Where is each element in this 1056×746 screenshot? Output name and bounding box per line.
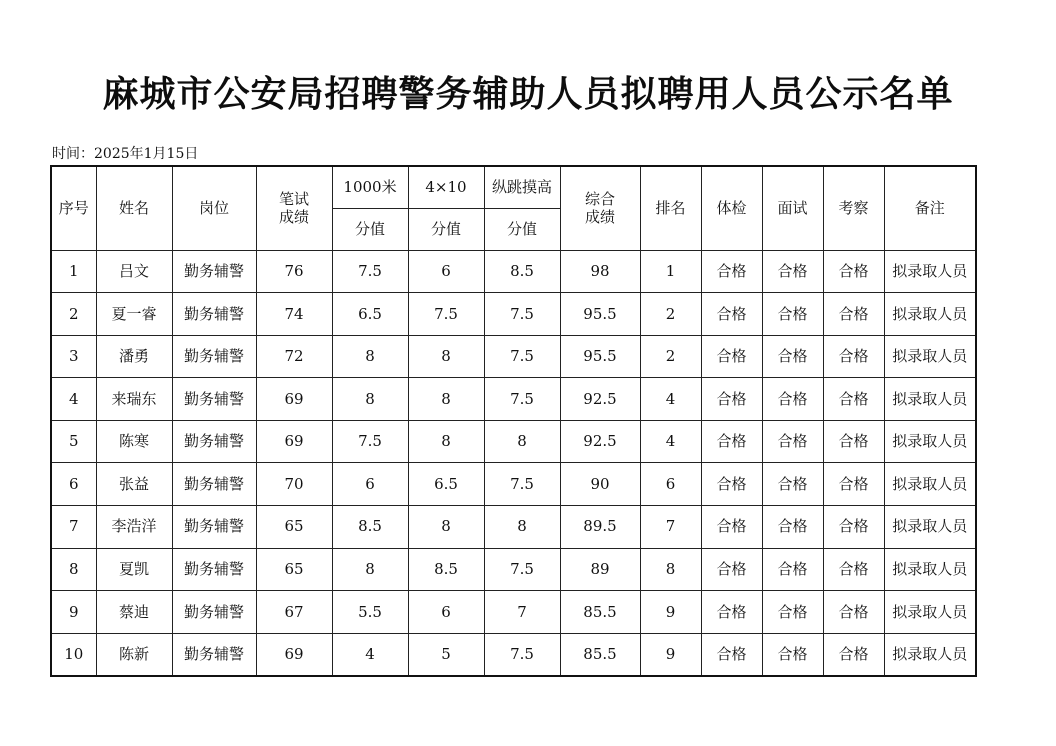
cell-written: 65	[256, 506, 332, 549]
cell-name: 夏凯	[96, 548, 172, 591]
cell-post: 勤务辅警	[172, 420, 256, 463]
cell-post: 勤务辅警	[172, 506, 256, 549]
cell-rank: 7	[640, 506, 701, 549]
cell-physical: 合格	[701, 420, 762, 463]
cell-physical: 合格	[701, 250, 762, 293]
table-row	[51, 250, 976, 293]
cell-run1000: 4	[332, 633, 408, 676]
cell-post: 勤务辅警	[172, 335, 256, 378]
cell-written: 69	[256, 633, 332, 676]
cell-shuttle: 8.5	[408, 548, 484, 591]
cell-jump: 7.5	[484, 633, 560, 676]
cell-rank: 2	[640, 293, 701, 336]
cell-run1000: 8	[332, 548, 408, 591]
table-row	[51, 548, 976, 591]
cell-inspection: 合格	[823, 548, 884, 591]
header-remark: 备注	[884, 166, 976, 250]
header-name: 姓名	[96, 166, 172, 250]
cell-rank: 2	[640, 335, 701, 378]
header-total-text: 综合成绩	[584, 189, 615, 227]
cell-total: 89	[560, 548, 640, 591]
cell-seq: 3	[51, 335, 96, 378]
cell-seq: 1	[51, 250, 96, 293]
table-row	[51, 591, 976, 634]
table-row	[51, 463, 976, 506]
table-row	[51, 335, 976, 378]
cell-remark: 拟录取人员	[884, 506, 976, 549]
table-row	[51, 506, 976, 549]
cell-inspection: 合格	[823, 250, 884, 293]
cell-inspection: 合格	[823, 633, 884, 676]
cell-jump: 8	[484, 420, 560, 463]
cell-remark: 拟录取人员	[884, 633, 976, 676]
publication-date: 时间：2025年1月15日	[52, 146, 199, 162]
cell-shuttle: 8	[408, 506, 484, 549]
cell-rank: 6	[640, 463, 701, 506]
header-shuttle-score: 分值	[408, 208, 484, 250]
cell-rank: 8	[640, 548, 701, 591]
cell-written: 67	[256, 591, 332, 634]
cell-remark: 拟录取人员	[884, 250, 976, 293]
cell-physical: 合格	[701, 335, 762, 378]
header-jump-score: 分值	[484, 208, 560, 250]
cell-inspection: 合格	[823, 335, 884, 378]
cell-physical: 合格	[701, 293, 762, 336]
cell-shuttle: 8	[408, 420, 484, 463]
cell-run1000: 5.5	[332, 591, 408, 634]
cell-interview: 合格	[762, 633, 823, 676]
cell-run1000: 8.5	[332, 506, 408, 549]
cell-physical: 合格	[701, 548, 762, 591]
cell-interview: 合格	[762, 420, 823, 463]
cell-name: 吕文	[96, 250, 172, 293]
cell-inspection: 合格	[823, 420, 884, 463]
cell-jump: 7	[484, 591, 560, 634]
cell-post: 勤务辅警	[172, 548, 256, 591]
cell-written: 74	[256, 293, 332, 336]
header-total	[560, 166, 640, 250]
cell-inspection: 合格	[823, 591, 884, 634]
cell-total: 92.5	[560, 378, 640, 421]
header-written-text: 笔试成绩	[278, 189, 309, 227]
cell-jump: 8	[484, 506, 560, 549]
cell-seq: 9	[51, 591, 96, 634]
cell-shuttle: 6	[408, 250, 484, 293]
cell-run1000: 6.5	[332, 293, 408, 336]
cell-jump: 7.5	[484, 378, 560, 421]
cell-inspection: 合格	[823, 506, 884, 549]
cell-written: 76	[256, 250, 332, 293]
page-title: 麻城市公安局招聘警务辅助人员拟聘用人员公示名单	[102, 73, 954, 115]
header-run1000-score: 分值	[332, 208, 408, 250]
cell-rank: 9	[640, 591, 701, 634]
cell-name: 陈寒	[96, 420, 172, 463]
cell-remark: 拟录取人员	[884, 335, 976, 378]
cell-physical: 合格	[701, 633, 762, 676]
cell-physical: 合格	[701, 463, 762, 506]
cell-interview: 合格	[762, 293, 823, 336]
cell-seq: 8	[51, 548, 96, 591]
cell-total: 89.5	[560, 506, 640, 549]
cell-written: 72	[256, 335, 332, 378]
cell-interview: 合格	[762, 378, 823, 421]
header-post: 岗位	[172, 166, 256, 250]
cell-jump: 8.5	[484, 250, 560, 293]
header-seq: 序号	[51, 166, 96, 250]
cell-jump: 7.5	[484, 293, 560, 336]
header-interview: 面试	[762, 166, 823, 250]
cell-name: 蔡迪	[96, 591, 172, 634]
cell-post: 勤务辅警	[172, 591, 256, 634]
table-row	[51, 633, 976, 676]
cell-total: 95.5	[560, 293, 640, 336]
cell-total: 95.5	[560, 335, 640, 378]
cell-physical: 合格	[701, 591, 762, 634]
header-inspection: 考察	[823, 166, 884, 250]
cell-total: 85.5	[560, 633, 640, 676]
cell-remark: 拟录取人员	[884, 420, 976, 463]
table-row	[51, 420, 976, 463]
cell-remark: 拟录取人员	[884, 591, 976, 634]
cell-remark: 拟录取人员	[884, 463, 976, 506]
cell-seq: 10	[51, 633, 96, 676]
table-header	[51, 166, 976, 250]
cell-post: 勤务辅警	[172, 378, 256, 421]
cell-inspection: 合格	[823, 463, 884, 506]
cell-interview: 合格	[762, 335, 823, 378]
header-run1000: 1000米	[332, 166, 408, 208]
cell-jump: 7.5	[484, 463, 560, 506]
cell-interview: 合格	[762, 548, 823, 591]
cell-remark: 拟录取人员	[884, 378, 976, 421]
table-row	[51, 293, 976, 336]
header-rank: 排名	[640, 166, 701, 250]
cell-post: 勤务辅警	[172, 633, 256, 676]
cell-inspection: 合格	[823, 378, 884, 421]
header-physical: 体检	[701, 166, 762, 250]
cell-written: 70	[256, 463, 332, 506]
cell-shuttle: 8	[408, 378, 484, 421]
cell-rank: 9	[640, 633, 701, 676]
candidate-table	[50, 165, 977, 677]
cell-run1000: 8	[332, 378, 408, 421]
cell-run1000: 8	[332, 335, 408, 378]
cell-name: 张益	[96, 463, 172, 506]
cell-name: 夏一睿	[96, 293, 172, 336]
cell-seq: 6	[51, 463, 96, 506]
cell-run1000: 6	[332, 463, 408, 506]
cell-rank: 4	[640, 420, 701, 463]
cell-interview: 合格	[762, 463, 823, 506]
cell-inspection: 合格	[823, 293, 884, 336]
cell-seq: 7	[51, 506, 96, 549]
cell-rank: 4	[640, 378, 701, 421]
cell-shuttle: 5	[408, 633, 484, 676]
cell-total: 90	[560, 463, 640, 506]
cell-jump: 7.5	[484, 335, 560, 378]
cell-interview: 合格	[762, 250, 823, 293]
cell-shuttle: 6.5	[408, 463, 484, 506]
cell-interview: 合格	[762, 506, 823, 549]
cell-rank: 1	[640, 250, 701, 293]
cell-run1000: 7.5	[332, 250, 408, 293]
cell-written: 69	[256, 378, 332, 421]
cell-remark: 拟录取人员	[884, 293, 976, 336]
cell-seq: 2	[51, 293, 96, 336]
table-row	[51, 378, 976, 421]
cell-run1000: 7.5	[332, 420, 408, 463]
cell-name: 来瑞东	[96, 378, 172, 421]
cell-jump: 7.5	[484, 548, 560, 591]
cell-physical: 合格	[701, 506, 762, 549]
cell-remark: 拟录取人员	[884, 548, 976, 591]
header-jump: 纵跳摸高	[484, 166, 560, 208]
cell-total: 98	[560, 250, 640, 293]
cell-post: 勤务辅警	[172, 293, 256, 336]
cell-written: 65	[256, 548, 332, 591]
cell-post: 勤务辅警	[172, 250, 256, 293]
cell-physical: 合格	[701, 378, 762, 421]
cell-name: 潘勇	[96, 335, 172, 378]
cell-shuttle: 7.5	[408, 293, 484, 336]
header-written	[256, 166, 332, 250]
cell-post: 勤务辅警	[172, 463, 256, 506]
table-body	[51, 250, 976, 676]
cell-name: 陈新	[96, 633, 172, 676]
cell-seq: 5	[51, 420, 96, 463]
cell-total: 92.5	[560, 420, 640, 463]
cell-total: 85.5	[560, 591, 640, 634]
cell-interview: 合格	[762, 591, 823, 634]
cell-shuttle: 6	[408, 591, 484, 634]
cell-shuttle: 8	[408, 335, 484, 378]
cell-name: 李浩洋	[96, 506, 172, 549]
cell-written: 69	[256, 420, 332, 463]
header-shuttle: 4×10	[408, 166, 484, 208]
cell-seq: 4	[51, 378, 96, 421]
